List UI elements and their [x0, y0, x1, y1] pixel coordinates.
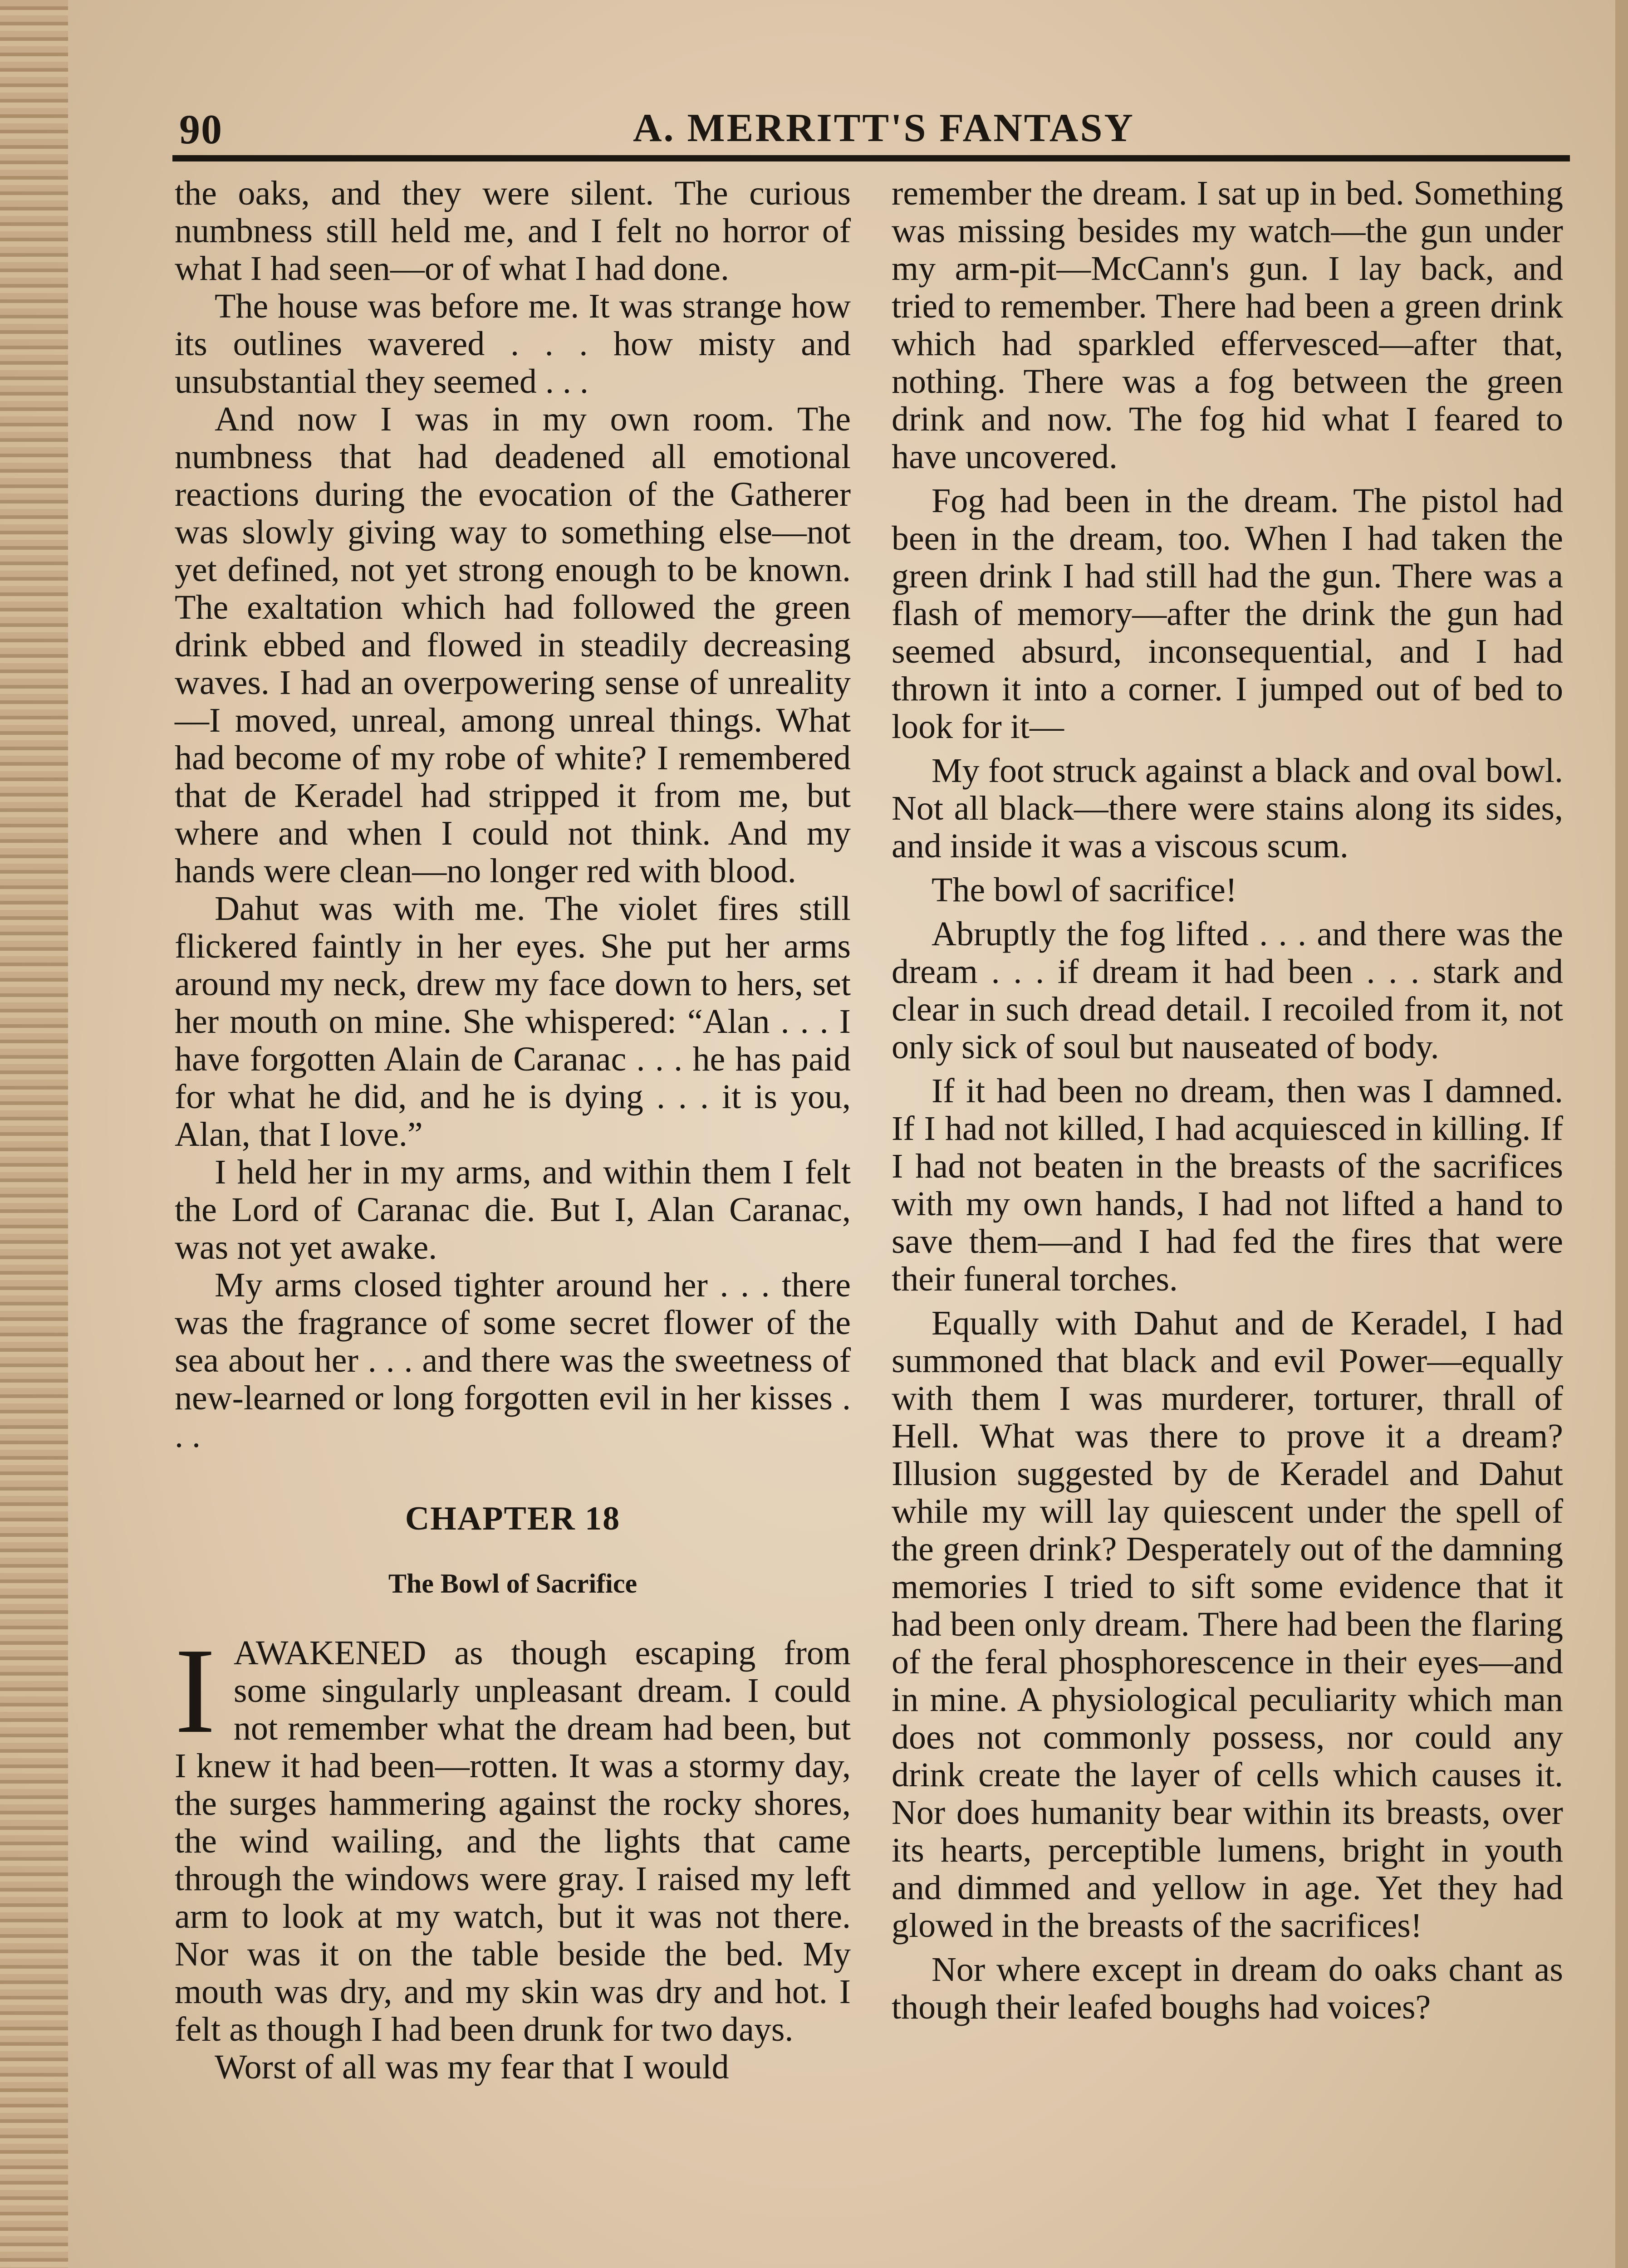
paragraph: Nor where except in dream do oaks chant as though their leafed boughs had voices?: [892, 1950, 1563, 2026]
paragraph: And now I was in my own room. The numbness that had deadened all emotional reactions during the evocation of the Gatherer was slowly giving way to something else—not yet defined, not yet strong enough to be known. The exaltation which had followed the green drink ebbed and flowed in steadily decreasing waves. I had an overpowering sense of unreality—I moved, unreal, among unreal things. What had become of my robe of white? I remembered that de Keradel had stripped it from me, but where and when I could not think. And my hands were clean—no longer red with blood.: [175, 400, 851, 890]
right-column: [892, 175, 1563, 2026]
paragraph: My arms closed tighter around her . . . there was the fragrance of some secret flower of the sea about her . . . and there was the sweetness of new-learned or long forgotten evil in her kisses . . .: [175, 1266, 851, 1455]
paragraph: Equally with Dahut and de Keradel, I had summoned that black and evil Power—equally with them I was murderer, torturer, thrall of Hell. What was there to prove it a dream? Illusion suggested by de Keradel and Dahut while my will lay quiescent under the spell of the green drink? Desperately out of the damning memories I tried to sift some evidence that it had been only dream. There had been the flaring of the feral phosphorescence in their eyes—and in mine. A physiological peculiarity which man does not commonly possess, nor could any drink create the layer of cells which causes it. Nor does humanity bear within its breasts, over its hearts, perceptible lumens, bright in youth and dimmed and yellow in age. Yet they had glowed in the breasts of the sacrifices!: [892, 1304, 1563, 1945]
paragraph: the oaks, and they were silent. The curious numbness still held me, and I felt no horror of what I had seen—or of what I had done.: [175, 174, 851, 288]
paragraph: Fog had been in the dream. The pistol had been in the dream, too. When I had taken the green drink I had still had the gun. There was a flash of memory—after the drink the gun had seemed absurd, inconsequential, and I had thrown it into a corner. I jumped out of bed to look for it—: [892, 482, 1563, 746]
paragraph: Abruptly the fog lifted . . . and there was the dream . . . if dream it had been . . . stark and clear in such dread detail. I recoiled from it, not only sick of soul but nauseated of body.: [892, 915, 1563, 1066]
paragraph: Dahut was with me. The violet fires still flickered faintly in her eyes. She put her arms around my neck, drew my face down to hers, set her mouth on mine. She whispered: “Alan . . . I have forgotten Alain de Caranac . . . he has paid for what he did, and he is dying . . . it is you, Alan, that I love.”: [175, 890, 851, 1154]
chapter-opening-paragraph: [175, 1623, 851, 2048]
paragraph: The house was before me. It was strange how its outlines wavered . . . how misty and unsubstantial they seemed . . .: [175, 287, 851, 401]
paragraph: remember the dream. I sat up in bed. Something was missing besides my watch—the gun under my arm-pit—McCann's gun. I lay back, and tried to remember. There had been a green drink which had sparkled effervesced—after that, nothing. There was a fog between the green drink and now. The fog hid what I feared to have uncovered.: [892, 174, 1563, 476]
header-rule: [172, 155, 1570, 161]
paragraph: If it had been no dream, then was I damned. If I had not killed, I had acquiesced in killing. If I had not beaten in the breasts of the sacrifices with my own hands, I had not lifted a hand to save them—and I had fed the fires that were their funeral torches.: [892, 1072, 1563, 1298]
paragraph: Worst of all was my fear that I would: [215, 2048, 729, 2086]
drop-cap: I: [175, 1623, 216, 1759]
running-head: A. MERRITT'S FANTASY: [633, 106, 1135, 150]
paragraph: My foot struck against a black and oval bowl. Not all black—there were stains along its sides, and inside it was a viscous scum.: [892, 752, 1563, 865]
page-binding-edge: [0, 0, 68, 2268]
paragraph: The bowl of sacrifice!: [932, 871, 1237, 909]
left-column: [175, 175, 851, 2086]
chapter-opening-text: AWAKENED as though escaping from some singularly unpleasant dream. I could not remember what the dream had been, but I knew it had been—rotten. It was a stormy day, the surges hammering against the rocky shores, the wind wailing, and the lights that came through the windows were gray. I raised my left arm to look at my watch, but it was not there. Nor was it on the table beside the bed. My mouth was dry, and my skin was dry and hot. I felt as though I had been drunk for two days.: [175, 1634, 851, 2048]
chapter-title: The Bowl of Sacrifice: [388, 1569, 637, 1598]
paragraph: I held her in my arms, and within them I felt the Lord of Caranac die. But I, Alan Caranac, was not yet awake.: [175, 1153, 851, 1266]
page-number: 90: [179, 106, 223, 152]
chapter-heading: CHAPTER 18: [405, 1500, 621, 1537]
page-right-edge: [1615, 0, 1628, 2268]
